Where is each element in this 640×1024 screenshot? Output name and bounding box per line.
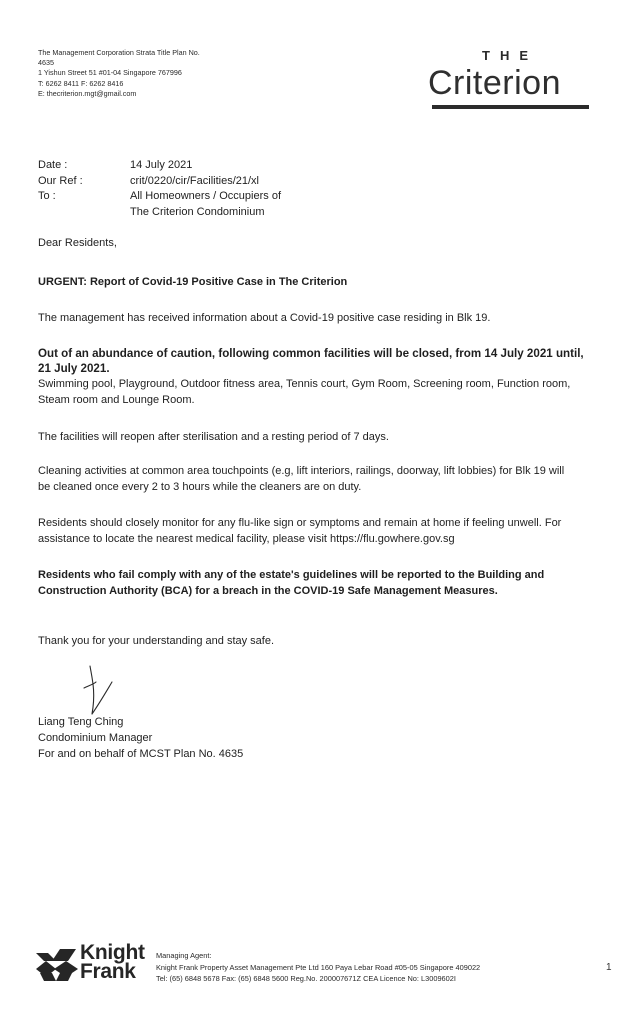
agent-contact: Tel: (65) 6848 5678 Fax: (65) 6848 5600 Reg.No. 200007671Z CEA Licence No: L3009602I (156, 974, 456, 984)
paragraph-monitor-line1: Residents should closely monitor for any flu-like sign or symptoms and remain at home if feeling unwell. For (38, 517, 562, 529)
closure-notice-line2: 21 July 2021. (38, 362, 110, 375)
sender-line: 1 Yishun Street 51 #01-04 Singapore 767996 (38, 68, 182, 78)
warning-line1: Residents who fail comply with any of the estate's guidelines will be reported to the Building and (38, 569, 545, 581)
wordmark-knight: Knight (80, 941, 145, 964)
signatory-name: Liang Teng Ching (38, 716, 124, 728)
date-label: Date : (38, 159, 68, 171)
wordmark-frank: Frank (80, 960, 136, 983)
ref-label: Our Ref : (38, 174, 83, 187)
date-value: 14 July 2021 (130, 159, 193, 171)
page-number: 1 (606, 962, 612, 973)
closing-line: Thank you for your understanding and stay safe. (38, 635, 275, 647)
sender-line: 4635 (38, 58, 54, 68)
meta-to-row (38, 189, 281, 205)
knight-frank-logo-icon (36, 947, 78, 983)
sender-address-block (38, 48, 338, 99)
to-value-2: The Criterion Condominium (130, 205, 265, 218)
knight-frank-wordmark (80, 943, 145, 981)
meta-date-row (38, 158, 281, 174)
handwritten-signature (66, 662, 136, 722)
meta-ref-row (38, 174, 281, 190)
warning-line2: Construction Authority (BCA) for a breach in the COVID-19 Safe Management Measures. (38, 585, 498, 597)
agent-label: Managing Agent: (156, 951, 212, 960)
logo-criterion: Criterion (428, 64, 561, 102)
logo-the: THE (482, 48, 538, 63)
managing-agent-footer (156, 950, 480, 985)
salutation: Dear Residents, (38, 237, 117, 249)
paragraph-reopen: The facilities will reopen after sterilisation and a resting period of 7 days. (38, 431, 389, 443)
facilities-list-line1: Swimming pool, Playground, Outdoor fitness area, Tennis court, Gym Room, Screening room, Function room, (38, 378, 571, 390)
paragraph-case-info: The management has received information about a Covid-19 positive case residing in Blk 19. (38, 312, 491, 324)
to-value: All Homeowners / Occupiers of (130, 190, 281, 202)
letter-meta (38, 158, 281, 220)
signatory-behalf: For and on behalf of MCST Plan No. 4635 (38, 748, 244, 760)
facilities-list-line2: Steam room and Lounge Room. (38, 394, 195, 406)
signatory-title: Condominium Manager (38, 732, 153, 744)
agent-address: Knight Frank Property Asset Management Pte Ltd 160 Paya Lebar Road #05-05 Singapore 409022 (156, 962, 481, 972)
closure-notice-line1: Out of an abundance of caution, following common facilities will be closed, from 14 July 2021 until, (38, 347, 584, 360)
paragraph-monitor-line2: assistance to locate the nearest medical facility, please visit https://flu.gowhere.gov.sg (38, 533, 455, 545)
sender-email: E: thecriterion.mgt@gmail.com (38, 88, 137, 98)
logo-underline (432, 105, 589, 109)
subject-line: URGENT: Report of Covid-19 Positive Case in The Criterion (38, 276, 348, 288)
paragraph-cleaning-line1: Cleaning activities at common area touchpoints (e.g, lift interiors, railings, doorway, lift lobbies) for Blk 19 will (38, 465, 565, 477)
to-label: To : (38, 190, 56, 202)
sender-line: T: 6262 8411 F: 6262 8416 (38, 78, 124, 88)
sender-line: The Management Corporation Strata Title Plan No. (38, 48, 200, 57)
paragraph-cleaning-line2: be cleaned once every 2 to 3 hours while the cleaners are on duty. (38, 481, 362, 493)
ref-value: crit/0220/cir/Facilities/21/xl (130, 174, 259, 187)
meta-to-row-2 (38, 205, 281, 221)
